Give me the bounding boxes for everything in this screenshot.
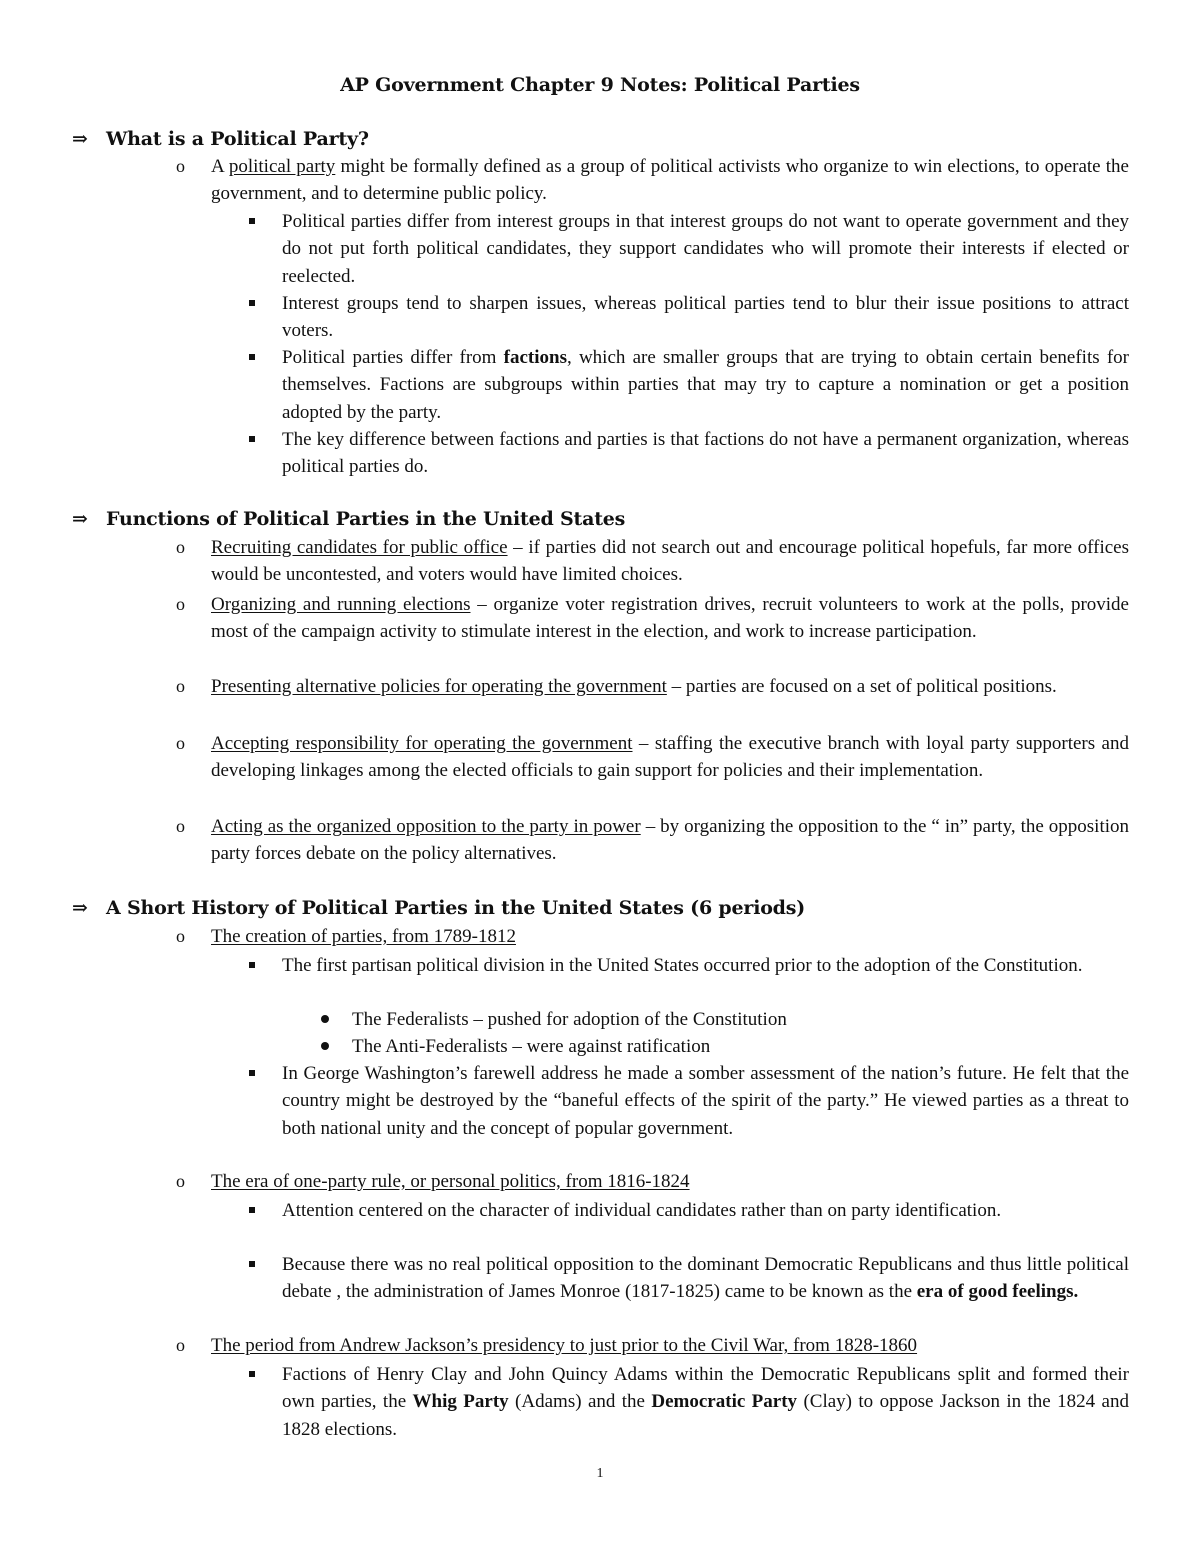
list-item: o A political party might be formally defined as a group of political activists who organize to win elections, to operate the government, and to determine public policy. <box>211 153 1129 208</box>
list-item: o The era of one-party rule, or personal politics, from 1816-1824 <box>211 1168 1129 1195</box>
list-item: Political parties differ from interest groups in that interest groups do not want to operate government and they do not put forth political candidates, they support candidates who will promote their interests if elected or reelected. <box>282 208 1129 290</box>
list-item: The Anti-Federalists – were against ratification <box>352 1033 1129 1060</box>
list-item: In George Washington’s farewell address he made a somber assessment of the nation’s future. He felt that the country might be destroyed by the “baneful effects of the spirit of the party.” He viewed parties as a threat to both national unity and the concept of popular government. <box>282 1060 1129 1142</box>
list-item: o The period from Andrew Jackson’s presidency to just prior to the Civil War, from 1828-1860 <box>211 1332 1129 1359</box>
page-number: 1 <box>596 1466 604 1481</box>
list-item: o Accepting responsibility for operating the government – staffing the executive branch with loyal party supporters and developing linkages among the elected officials to gain support for policies and their implementation. <box>211 730 1129 785</box>
arrow-icon: ⇒ <box>72 128 88 150</box>
list-item: o Recruiting candidates for public office – if parties did not search out and encourage political hopefuls, far more offices would be uncontested, and voters would have limited choices. <box>211 534 1129 589</box>
list-item: The key difference between factions and parties is that factions do not have a permanent organization, whereas political parties do. <box>282 426 1129 481</box>
arrow-icon: ⇒ <box>72 897 88 919</box>
list-item: The Federalists – pushed for adoption of the Constitution <box>352 1006 1129 1033</box>
list-item: o The creation of parties, from 1789-1812 <box>211 923 1129 950</box>
section-heading-functions: ⇒ Functions of Political Parties in the United States <box>72 508 626 530</box>
arrow-icon: ⇒ <box>72 508 88 530</box>
list-item: o Organizing and running elections – organize voter registration drives, recruit volunteers to work at the polls, provide most of the campaign activity to stimulate interest in the election, and work to increase participation. <box>211 591 1129 646</box>
list-item: Factions of Henry Clay and John Quincy Adams within the Democratic Republicans split and formed their own parties, the Whig Party (Adams) and the Democratic Party (Clay) to oppose Jackson in the 1824 and 1828 elections. <box>282 1361 1129 1443</box>
section-heading-what-is: ⇒ What is a Political Party? <box>72 128 369 150</box>
list-item: Because there was no real political opposition to the dominant Democratic Republicans and thus little political debate , the administration of James Monroe (1817-1825) came to be known as the era of good feelings. <box>282 1251 1129 1306</box>
list-item: Political parties differ from factions, which are smaller groups that are trying to obtain certain benefits for themselves. Factions are subgroups within parties that may try to capture a nomination or get a position adopted by the party. <box>282 344 1129 426</box>
section-heading-history: ⇒ A Short History of Political Parties in the United States (6 periods) <box>72 897 806 919</box>
list-item: o Acting as the organized opposition to the party in power – by organizing the opposition to the “ in” party, the opposition party forces debate on the policy alternatives. <box>211 813 1129 868</box>
page-title: AP Government Chapter 9 Notes: Political Parties <box>340 74 860 96</box>
list-item: The first partisan political division in the United States occurred prior to the adoption of the Constitution. <box>282 952 1129 979</box>
list-item: Attention centered on the character of individual candidates rather than on party identification. <box>282 1197 1129 1224</box>
list-item: Interest groups tend to sharpen issues, whereas political parties tend to blur their issue positions to attract voters. <box>282 290 1129 345</box>
list-item: o Presenting alternative policies for operating the government – parties are focused on a set of political positions. <box>211 673 1129 700</box>
